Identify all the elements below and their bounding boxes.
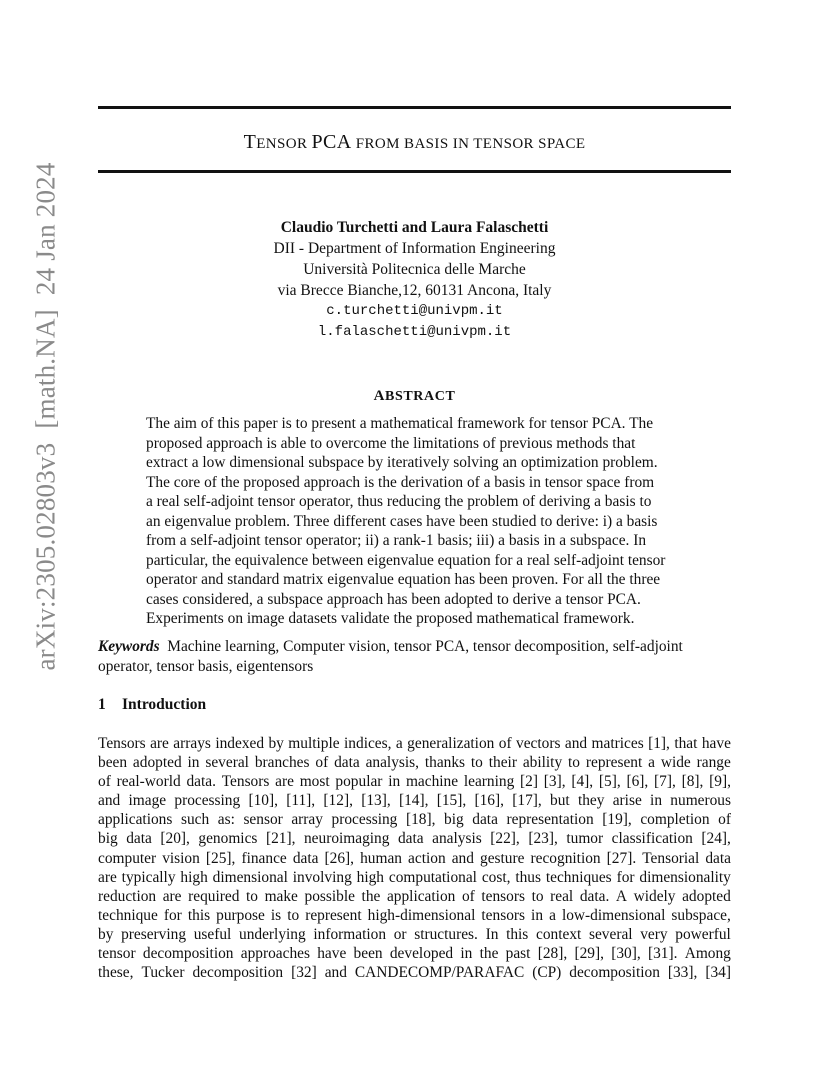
- word: dimensionality: [639, 868, 731, 886]
- citation-link[interactable]: [3],: [543, 773, 566, 791]
- word: structures.: [414, 925, 478, 943]
- word: technique: [98, 906, 158, 924]
- word: data: [472, 811, 498, 829]
- citation-link[interactable]: [20],: [160, 830, 190, 848]
- citation-link[interactable]: [6],: [626, 773, 649, 791]
- word: A: [615, 887, 628, 905]
- word: preserving: [121, 925, 187, 943]
- intro-line: [98, 925, 731, 944]
- word: the: [479, 945, 499, 963]
- abstract-line: extract a low dimensional subspace by iteratively solving an optimization problem.: [146, 454, 658, 471]
- word: been: [98, 754, 128, 772]
- word: to: [531, 887, 544, 905]
- citation-link[interactable]: [17],: [512, 792, 542, 810]
- intro-line: [98, 849, 731, 868]
- word: high: [180, 868, 208, 886]
- word: thanks: [424, 754, 466, 772]
- word: Tucker: [141, 964, 185, 982]
- word: these,: [98, 964, 134, 982]
- citation-link[interactable]: [4],: [571, 773, 594, 791]
- word: CANDECOMP/PARAFAC: [354, 964, 525, 982]
- word: arise: [612, 792, 642, 810]
- citation-link[interactable]: [14],: [398, 792, 429, 810]
- section-number: 1: [98, 696, 106, 713]
- author-names: Claudio Turchetti and Laura Falaschetti: [280, 219, 549, 236]
- word: indexed: [215, 735, 265, 752]
- word: low-dimensional: [561, 906, 666, 924]
- arxiv-id[interactable]: arXiv:2305.02803v3: [30, 442, 61, 671]
- word: data: [705, 849, 731, 867]
- citation-link[interactable]: [7],: [654, 773, 676, 791]
- word: learning: [463, 773, 515, 791]
- word: to: [470, 754, 483, 772]
- word: very: [640, 925, 668, 943]
- citation-link[interactable]: [18],: [405, 811, 436, 829]
- word: big: [98, 830, 118, 848]
- word: genomics: [198, 830, 258, 848]
- word: by: [98, 925, 114, 943]
- abstract-line: Experiments on image datasets validate the proposed mathematical framework.: [146, 610, 635, 627]
- citation-link[interactable]: [1],: [648, 735, 670, 752]
- word: in: [650, 792, 663, 810]
- word: analysis,: [365, 754, 419, 772]
- word: they: [577, 792, 605, 810]
- word: applications: [98, 811, 173, 829]
- word: branches: [254, 754, 310, 772]
- intro-line: [98, 944, 731, 963]
- intro-line: [98, 810, 731, 829]
- citation-link[interactable]: [23],: [528, 830, 558, 848]
- word: multiple: [288, 735, 340, 752]
- word: a: [549, 906, 556, 924]
- word: recognition: [530, 849, 601, 867]
- abstract-line: operator and standard matrix eigenvalue equation has been proven. For all the three: [146, 571, 661, 588]
- word: decomposition: [142, 945, 234, 963]
- title-first-letter: T: [243, 131, 257, 153]
- word: adopted: [682, 887, 731, 905]
- word: analysis: [432, 830, 482, 848]
- word: In: [485, 925, 499, 943]
- word: tensors: [481, 906, 526, 924]
- abstract-heading: [98, 388, 731, 405]
- word: make: [264, 887, 298, 905]
- word: computational: [388, 868, 477, 886]
- word: developed: [389, 945, 454, 963]
- word: possible: [304, 887, 355, 905]
- word: tensors: [481, 887, 525, 905]
- citation-link[interactable]: [26],: [324, 849, 355, 867]
- word: arrays: [173, 735, 211, 752]
- abstract-line: cases considered, a subspace approach has been adopted to derive a tensor PCA.: [146, 590, 641, 608]
- word: Among: [684, 945, 731, 963]
- word: past: [505, 945, 531, 963]
- word: generalization: [407, 735, 495, 752]
- word: computer: [98, 849, 157, 867]
- intro-line: [98, 887, 731, 906]
- word: widely: [633, 887, 676, 905]
- word: and: [564, 735, 588, 752]
- citation-link[interactable]: [19],: [602, 811, 632, 829]
- word: underlying: [239, 925, 306, 943]
- word: human: [360, 849, 402, 867]
- citation-link[interactable]: [8],: [681, 773, 704, 791]
- word: high: [356, 868, 385, 886]
- word: matrices: [591, 735, 644, 752]
- word: indices,: [344, 735, 392, 752]
- abstract-line: proposed approach is able to overcome the limitations of previous methods that: [146, 434, 636, 452]
- word: this: [187, 906, 211, 924]
- word: gesture: [480, 849, 525, 867]
- arxiv-stamp: [30, 162, 62, 671]
- citation-link[interactable]: [27].: [606, 849, 637, 867]
- word: in: [460, 945, 473, 963]
- section-title: Introduction: [122, 696, 207, 713]
- citation-link[interactable]: [21],: [265, 830, 296, 848]
- author-affiliation: DII - Department of Information Engineering: [273, 240, 556, 257]
- citation-link[interactable]: [24],: [701, 830, 731, 848]
- word: decomposition: [192, 964, 284, 982]
- author-university: Università Politecnica delle Marche: [303, 261, 526, 278]
- word: and: [451, 849, 474, 867]
- word: in: [531, 906, 544, 924]
- citation-link[interactable]: [10],: [248, 792, 278, 810]
- word: to: [568, 754, 580, 772]
- citation-link[interactable]: [11],: [286, 792, 316, 810]
- word: that: [674, 735, 698, 752]
- word: wide: [660, 754, 691, 772]
- abstract-line: from a self-adjoint tensor operator; ii) a rank-1 basis; iii) a basis in a subspace. In: [146, 532, 647, 549]
- word: vision: [162, 849, 200, 867]
- word: the: [361, 887, 381, 905]
- citation-link[interactable]: [34]: [705, 964, 731, 982]
- citation-link[interactable]: [2]: [520, 773, 538, 791]
- word: action: [408, 849, 446, 867]
- citation-link[interactable]: [16],: [474, 792, 504, 810]
- citation-link[interactable]: [33],: [667, 964, 698, 982]
- word: for: [616, 868, 635, 886]
- word: range: [696, 754, 731, 772]
- word: sensor: [243, 811, 283, 829]
- intro-line: [98, 753, 731, 772]
- word: data: [334, 754, 360, 772]
- word: such: [180, 811, 210, 829]
- word: reduction: [98, 887, 157, 905]
- word: required: [188, 887, 240, 905]
- abstract-heading-first: A: [373, 388, 386, 404]
- author-address: via Brecce Bianche,12, 60131 Ancona, Italy: [277, 282, 552, 299]
- author-email-2[interactable]: l.falaschetti@univpm.it: [317, 324, 512, 340]
- word: represent: [305, 906, 362, 924]
- word: application: [386, 887, 456, 905]
- word: representation: [506, 811, 594, 829]
- arxiv-date: 24 Jan 2024: [30, 162, 61, 296]
- word: array: [291, 811, 323, 829]
- word: cost,: [481, 868, 511, 886]
- word: finance: [241, 849, 287, 867]
- citation-link[interactable]: [31].: [647, 945, 678, 963]
- abstract-line: The aim of this paper is to present a mathematical framework for tensor PCA. The: [146, 415, 654, 432]
- abstract-line: a real self-adjoint tensor operator, thus reducing the problem of deriving a basis to: [146, 493, 652, 510]
- keywords-block: [98, 637, 731, 676]
- word: as:: [217, 811, 235, 829]
- word: processing: [174, 792, 241, 810]
- word: have: [701, 735, 731, 752]
- word: of: [315, 754, 329, 772]
- word: or: [393, 925, 407, 943]
- title-smallcaps-1: ENSOR: [256, 136, 312, 152]
- citation-link[interactable]: [22],: [490, 830, 520, 848]
- word: most: [299, 773, 330, 791]
- paper-title: [98, 131, 731, 154]
- author-block: [98, 217, 731, 343]
- word: to: [287, 906, 300, 924]
- keywords-label: Keywords: [98, 638, 160, 655]
- citation-link[interactable]: [30],: [611, 945, 641, 963]
- word: are: [162, 887, 182, 905]
- word: adopted: [132, 754, 182, 772]
- word: represent: [585, 754, 643, 772]
- word: techniques: [545, 868, 612, 886]
- word: their: [488, 754, 517, 772]
- word: been: [353, 945, 383, 963]
- word: involving: [292, 868, 352, 886]
- intro-line: [98, 963, 731, 982]
- citation-link[interactable]: [15],: [436, 792, 467, 810]
- word: processing: [331, 811, 398, 829]
- author-email-1[interactable]: c.turchetti@univpm.it: [326, 303, 503, 319]
- word: real-world: [116, 773, 181, 791]
- word: (CP): [532, 964, 562, 982]
- intro-line: [98, 791, 731, 810]
- word: approaches: [240, 945, 310, 963]
- title-smallcaps-2: FROM BASIS IN TENSOR SPACE: [351, 136, 586, 152]
- word: context: [535, 925, 582, 943]
- word: are: [275, 773, 294, 791]
- word: of: [98, 773, 111, 791]
- word: are: [150, 735, 169, 752]
- section-heading: [98, 696, 206, 714]
- keywords-line-1: Machine learning, Computer vision, tensor PCA, tensor decomposition, self-adjoint: [167, 638, 683, 655]
- abstract-line: an eigenvalue problem. Three different cases have been studied to derive: i) a basis: [146, 512, 658, 530]
- intro-line: [98, 829, 731, 848]
- citation-link[interactable]: [32]: [291, 964, 317, 982]
- arxiv-category: [math.NA]: [30, 309, 61, 429]
- word: a: [395, 735, 403, 752]
- word: high-dimensional: [367, 906, 476, 924]
- title-bottom-rule: [98, 170, 731, 173]
- word: useful: [193, 925, 232, 943]
- word: and: [324, 964, 347, 982]
- word: Tensors: [98, 735, 146, 752]
- citation-link[interactable]: [13],: [361, 792, 391, 810]
- abstract-line: The core of the proposed approach is the derivation of a basis in tensor space from: [146, 473, 655, 491]
- word: Tensors: [221, 773, 270, 791]
- word: in: [187, 754, 200, 772]
- word: data: [126, 830, 152, 848]
- intro-line: [98, 734, 731, 753]
- word: in: [388, 773, 401, 791]
- word: to: [245, 887, 258, 905]
- word: data.: [186, 773, 216, 791]
- word: numerous: [670, 792, 731, 810]
- word: for: [163, 906, 182, 924]
- word: and: [98, 792, 121, 810]
- word: have: [317, 945, 347, 963]
- word: is: [270, 906, 282, 924]
- word: powerful: [675, 925, 731, 943]
- word: real: [550, 887, 574, 905]
- citation-link[interactable]: [5],: [598, 773, 621, 791]
- citation-link[interactable]: [12],: [323, 792, 353, 810]
- title-pca: PCA: [311, 131, 352, 153]
- citation-link[interactable]: [9],: [709, 773, 731, 791]
- citation-link[interactable]: [25],: [205, 849, 236, 867]
- abstract-heading-rest: BSTRACT: [385, 389, 456, 404]
- title-top-rule: [98, 106, 731, 109]
- word: by: [268, 735, 284, 752]
- intro-line: [98, 772, 731, 791]
- word: popular: [335, 773, 383, 791]
- word: data: [292, 849, 319, 867]
- intro-line: [98, 868, 731, 887]
- citation-link[interactable]: [29],: [574, 945, 604, 963]
- word: thus: [515, 868, 541, 886]
- word: classification: [611, 830, 693, 848]
- word: of: [718, 811, 731, 829]
- citation-link[interactable]: [28],: [537, 945, 568, 963]
- abstract-line: particular, the equivalence between eigenvalue equation for a real self-adjoint tensor: [146, 551, 666, 569]
- keywords-line-2: operator, tensor basis, eigentensors: [98, 657, 314, 675]
- word: several: [205, 754, 249, 772]
- word: data.: [579, 887, 610, 905]
- word: Tensorial: [642, 849, 700, 867]
- word: a: [648, 754, 655, 772]
- word: big: [444, 811, 464, 829]
- word: are: [98, 868, 117, 886]
- word: vectors: [516, 735, 561, 752]
- word: tensor: [98, 945, 136, 963]
- word: dimensional: [212, 868, 288, 886]
- abstract-text: [146, 414, 686, 629]
- word: several: [588, 925, 633, 943]
- word: ability: [522, 754, 563, 772]
- word: machine: [405, 773, 459, 791]
- word: neuroimaging: [303, 830, 390, 848]
- word: typically: [121, 868, 176, 886]
- word: but: [550, 792, 570, 810]
- word: tumor: [566, 830, 604, 848]
- introduction-text: [98, 734, 731, 982]
- word: information: [313, 925, 387, 943]
- word: image: [128, 792, 167, 810]
- word: this: [506, 925, 529, 943]
- word: of: [498, 735, 512, 752]
- word: of: [461, 887, 475, 905]
- word: data: [397, 830, 424, 848]
- intro-line: [98, 906, 731, 925]
- word: completion: [640, 811, 710, 829]
- word: decomposition: [569, 964, 660, 982]
- word: purpose: [216, 906, 265, 924]
- word: subspace,: [671, 906, 731, 924]
